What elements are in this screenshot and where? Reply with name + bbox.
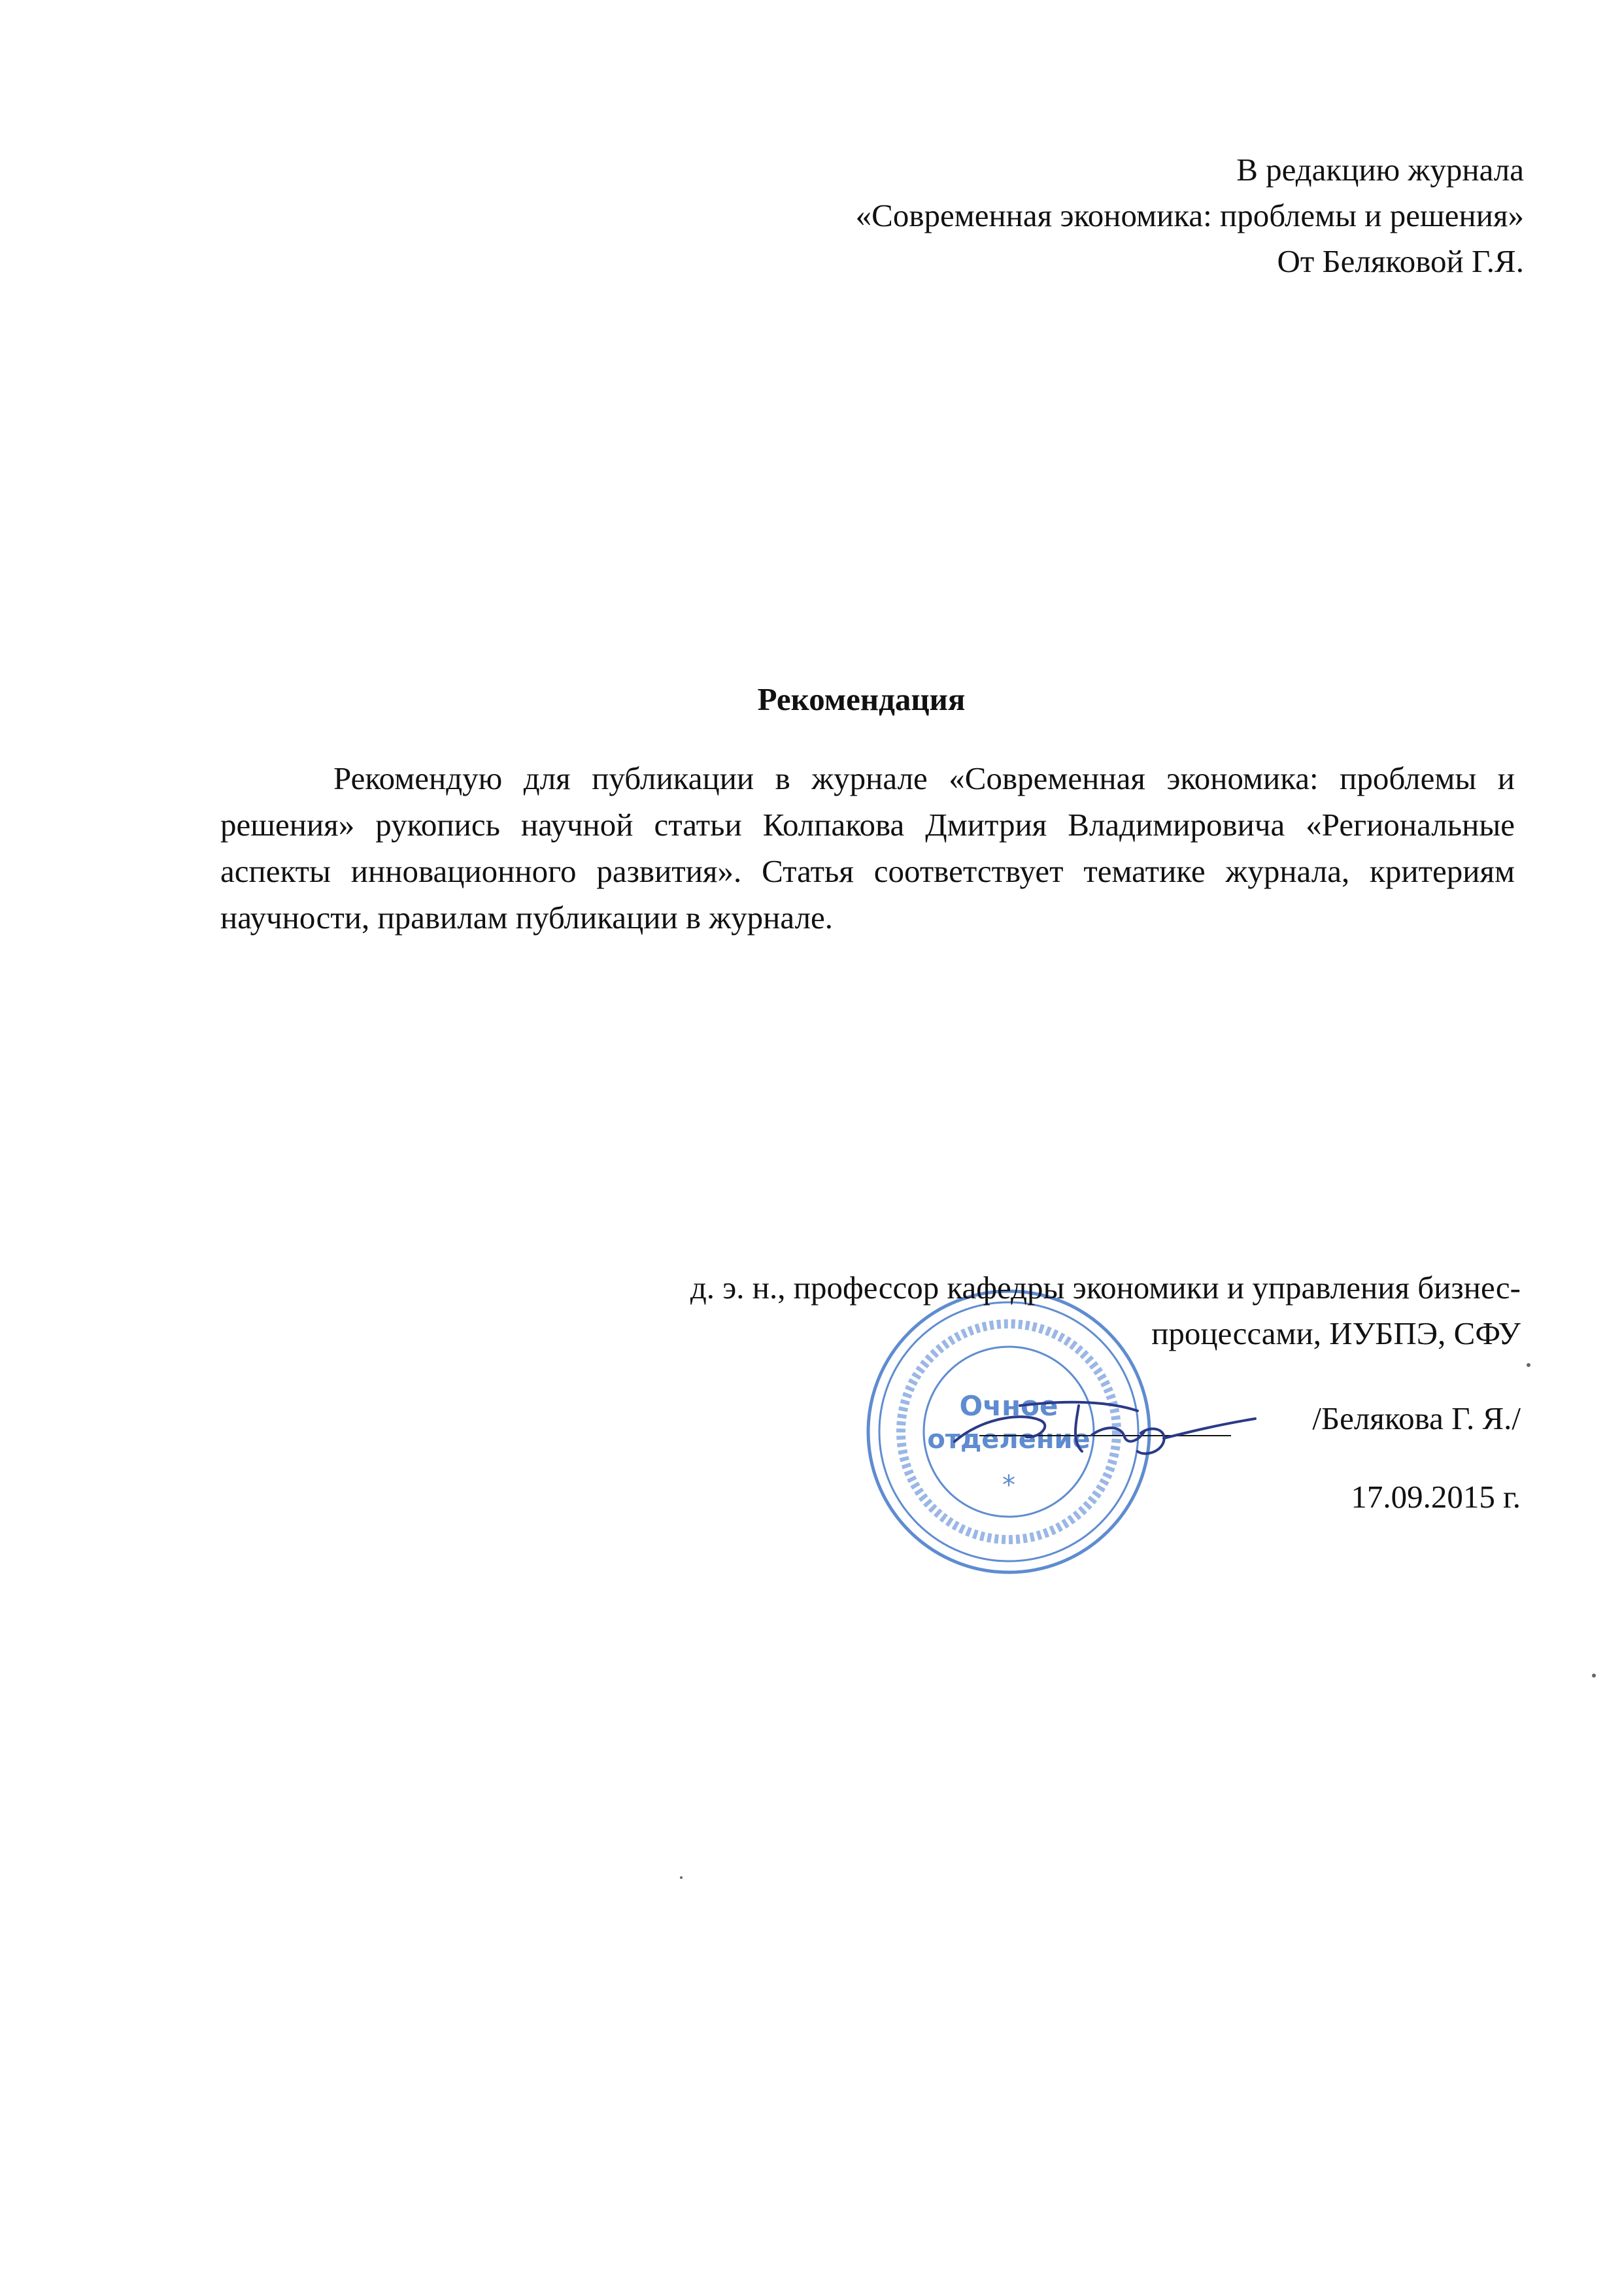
signer-name: /Белякова Г. Я./ <box>1312 1400 1521 1436</box>
position-line-1: д. э. н., профессор кафедры экономики и управления бизнес- <box>690 1270 1521 1306</box>
handwritten-signature-icon <box>941 1379 1281 1471</box>
scan-speck <box>680 1876 683 1879</box>
svg-text:*: * <box>1002 1470 1015 1500</box>
scan-speck <box>1527 1363 1530 1367</box>
addressee-line-3: От Беляковой Г.Я. <box>1277 243 1524 279</box>
svg-text:отделение: отделение <box>927 1425 1090 1455</box>
document-title: Рекомендация <box>757 681 966 717</box>
document-date: 17.09.2015 г. <box>1351 1479 1521 1515</box>
addressee-block <box>609 147 1524 284</box>
scan-speck <box>1592 1674 1596 1678</box>
addressee-line-2: «Современная экономика: проблемы и решения» <box>855 197 1524 233</box>
signer-position <box>344 1265 1521 1357</box>
addressee-line-1: В редакцию журнала <box>1236 152 1524 188</box>
svg-text:Очное: Очное <box>959 1390 1058 1422</box>
recommendation-body: Рекомендую для публикации в журнале «Современная экономика: проблемы и решения» рукопись научной статьи Колпакова Дмитрия Владимировича «Региональные аспекты инновационного развития». Статья соответствует тематике журнала, критериям научности, правилам публикации в журнале. <box>220 760 1515 936</box>
position-line-2: процессами, ИУБПЭ, СФУ <box>1151 1315 1521 1351</box>
